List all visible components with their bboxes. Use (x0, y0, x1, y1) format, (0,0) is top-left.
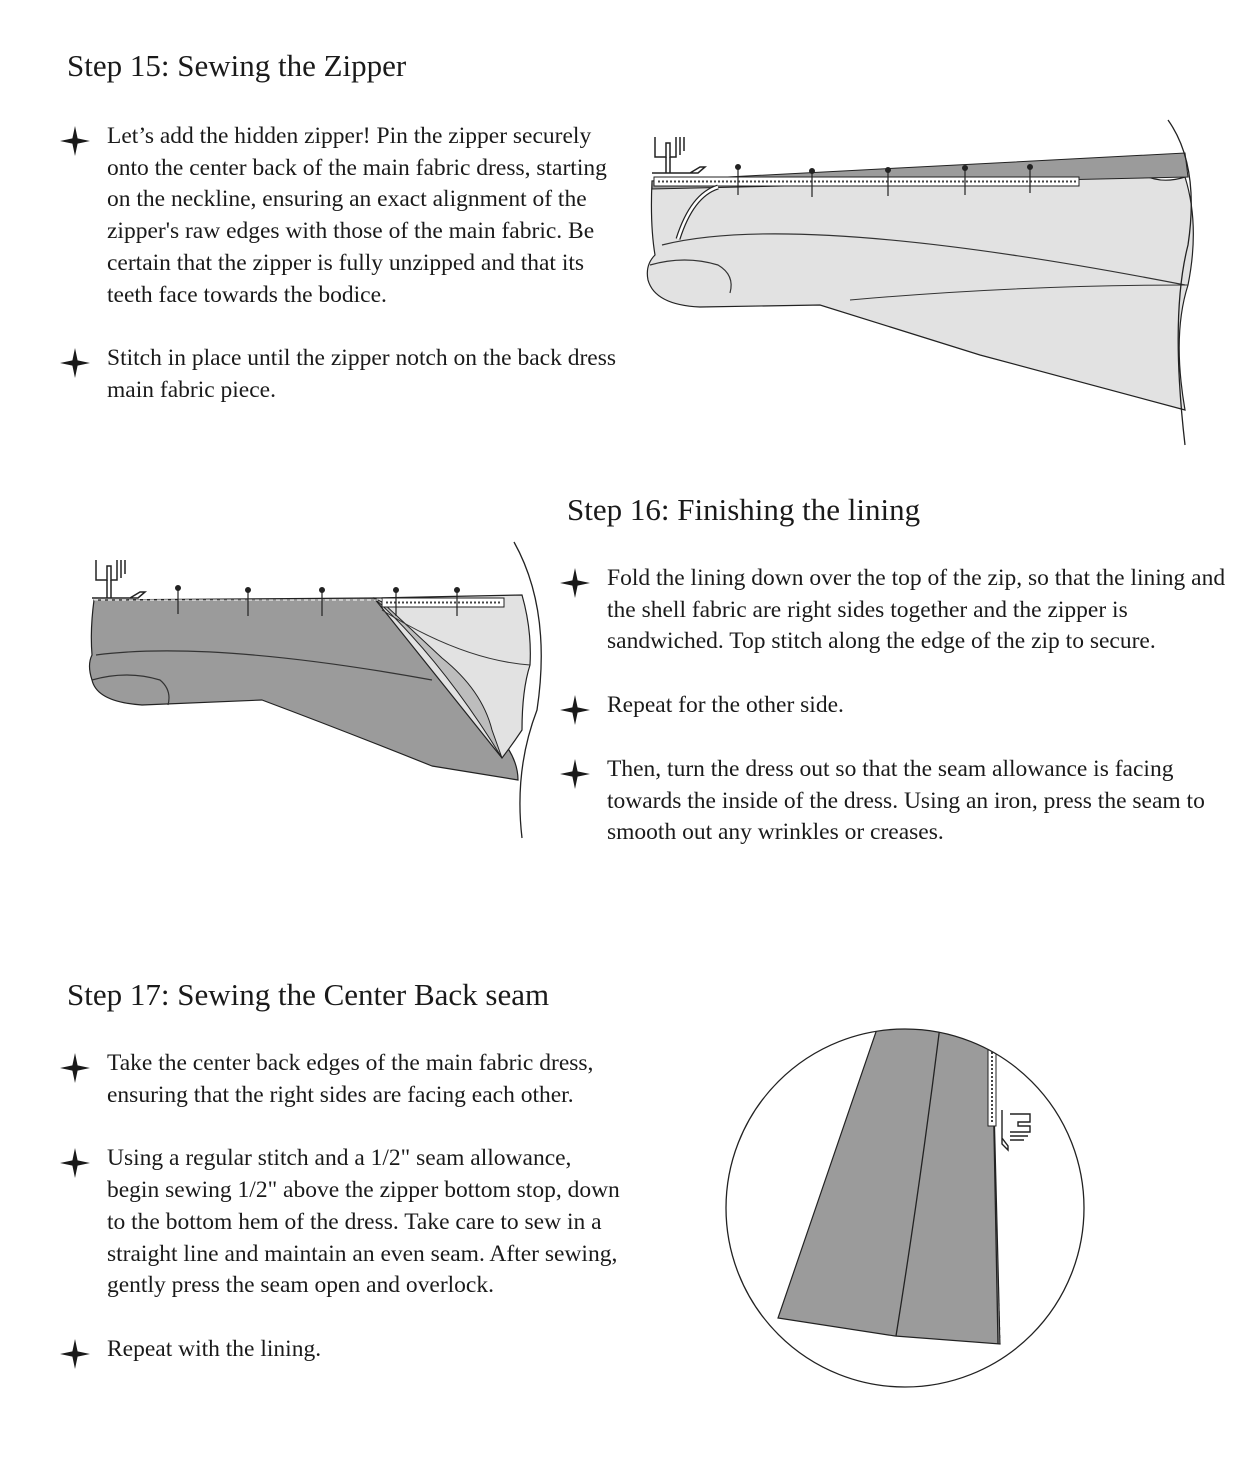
bullet-text: Let’s add the hidden zipper! Pin the zipper securely onto the center back of the main fabric dress, starting on the neckline, ensuring an exact alignment of the zipper's raw edges with those of the main fabric. Be certain that the zipper is fully unzipped and that its teeth face towards the bodice. (107, 123, 607, 308)
step-15-heading: Step 15: Sewing the Zipper (67, 48, 407, 83)
list-item (567, 690, 1227, 722)
bullet-text: Using a regular stitch and a 1/2" seam allowance, begin sewing 1/2" above the zipper bottom stop, down to the bottom hem of the dress. Take care to sew in a straight line and maintain an even seam. After sewing, gently press the seam open and overlock. (107, 1145, 620, 1299)
four-point-star-icon (59, 347, 91, 379)
list-item (67, 343, 627, 406)
list-item (67, 1334, 627, 1366)
bullet-text: Stitch in place until the zipper notch on the back dress main fabric piece. (107, 345, 617, 403)
four-point-star-icon (59, 125, 91, 157)
bullet-text: Fold the lining down over the top of the zip, so that the lining and the shell fabric are right sides together and the zipper is sandwiched. Top stitch along the edge of the zip to secure. (607, 565, 1226, 655)
center-back-seam-illustration (720, 1026, 1090, 1392)
step-16-instructions (567, 563, 1227, 849)
bullet-text: Then, turn the dress out so that the seam allowance is facing towards the inside of the dress. Using an iron, press the seam to smooth out any wrinkles or creases. (607, 755, 1205, 846)
four-point-star-icon (559, 694, 591, 726)
list-item (567, 563, 1227, 658)
bullet-text: Repeat with the lining. (107, 1335, 322, 1362)
four-point-star-icon (59, 1147, 91, 1179)
four-point-star-icon (559, 567, 591, 599)
step-17-heading: Step 17: Sewing the Center Back seam (67, 977, 550, 1012)
list-item (67, 1143, 627, 1302)
list-item (67, 121, 627, 311)
dress-fabric-light (647, 173, 1193, 410)
bullet-text: Repeat for the other side. (607, 692, 844, 719)
presser-foot-icon (1002, 1110, 1030, 1150)
step-15-instructions (67, 121, 627, 407)
lining-finishing-illustration (82, 540, 552, 840)
four-point-star-icon (59, 1338, 91, 1370)
four-point-star-icon (559, 758, 591, 790)
zipper-sewing-illustration (640, 115, 1200, 450)
step-16-heading: Step 16: Finishing the lining (567, 492, 921, 527)
presser-foot-icon (652, 137, 705, 173)
presser-foot-icon (92, 560, 145, 598)
dress-panel (778, 1026, 1000, 1344)
step-17-instructions (67, 1048, 627, 1366)
four-point-star-icon (59, 1052, 91, 1084)
bullet-text: Take the center back edges of the main fabric dress, ensuring that the right sides are facing each other. (107, 1050, 594, 1108)
list-item (567, 754, 1227, 849)
list-item (67, 1048, 627, 1111)
